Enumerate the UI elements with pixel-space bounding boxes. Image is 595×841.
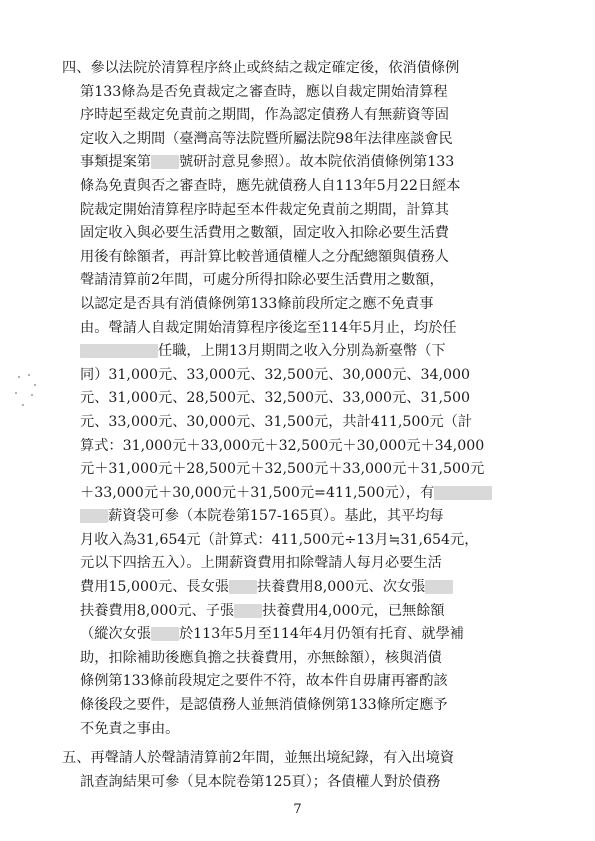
text-segment: 聲請清算前2年間，可處分所得扣除必要生活費用之數額，: [80, 272, 444, 289]
redaction-box: [80, 509, 108, 523]
text-line: [62, 576, 532, 600]
text-line: [62, 647, 532, 671]
text-line: [62, 293, 532, 317]
text-segment: 薪資袋可參（本院卷第157-165頁）。基此，其平均每: [108, 508, 444, 525]
text-segment: 助，扣除補助後應負擔之扶養費用，亦無餘額），核與消債: [80, 649, 442, 666]
text-line: [62, 482, 532, 506]
text-segment: 於113年5月至114年4月仍領有托育、就學補: [178, 626, 464, 643]
text-segment: 元、33,000元、30,000元、31,500元，共計411,500元（計: [80, 413, 473, 430]
text-segment: 序時起至裁定免責前之期間，作為認定債務人有無薪資等固: [80, 107, 449, 124]
text-line: [62, 458, 532, 482]
text-segment: 不免責之事由。: [80, 720, 180, 737]
text-segment: 條為免責與否之審查時，應先就債務人自113年5月22日經本: [80, 177, 461, 194]
text-line: [62, 199, 532, 223]
text-segment: 扶養費用4,000元，已無餘額: [262, 602, 445, 619]
text-segment: 條例第133條前段規定之要件不符，故本件自毋庸再審酌該: [80, 673, 448, 690]
redaction-box: [425, 580, 453, 594]
text-line: [62, 529, 532, 553]
text-segment: 定收入之期間（臺灣高等法院暨所屬法院98年法律座談會民: [80, 130, 453, 147]
text-segment: 固定收入與必要生活費用之數額，固定收入扣除必要生活費: [80, 225, 449, 242]
text-segment: 費用15,000元、長女張: [80, 579, 229, 596]
text-line: [62, 151, 532, 175]
text-line: [62, 411, 532, 435]
text-segment: 五、再聲請人於聲請清算前2年間，並無出境紀錄，有入出境資: [62, 750, 455, 766]
text-line: [62, 771, 532, 795]
text-segment: 同）31,000元、33,000元、32,500元、30,000元、34,000: [80, 366, 471, 383]
text-line: [62, 670, 532, 694]
text-segment: 算式：31,000元＋33,000元＋32,500元＋30,000元＋34,000: [80, 437, 485, 454]
text-segment: 條後段之要件，是認債務人並無消債條例第133條所定應予: [80, 697, 448, 714]
text-segment: 號研討意見參照）。故本院依消債條例第133: [178, 154, 455, 171]
text-line: [62, 387, 532, 411]
redaction-box: [229, 580, 257, 594]
text-segment: 訊查詢結果可參（見本院卷第125頁）；各債權人對於債務: [80, 773, 441, 790]
text-line: [62, 128, 532, 152]
redaction-box: [434, 486, 492, 500]
text-segment: 以認定是否具有消債條例第133條前段所定之應不免責事: [80, 295, 434, 312]
text-line: [62, 552, 532, 576]
text-segment: 元、31,000元、28,500元、32,500元、33,000元、31,500: [80, 390, 471, 407]
text-segment: 扶養費用8,000元、次女張: [256, 579, 426, 596]
text-line: [62, 747, 532, 771]
text-line: [62, 317, 532, 341]
paragraph-four: [62, 57, 532, 741]
text-segment: 月收入為31,654元（計算式：411,500元÷13月≒31,654元，: [80, 531, 479, 548]
text-segment: 四、參以法院於清算程序終止或終結之裁定確定後，依消債條例: [62, 60, 460, 76]
text-line: [62, 57, 532, 81]
text-line: [62, 718, 532, 742]
text-segment: 扶養費用8,000元、子張: [80, 602, 235, 619]
text-segment: ＋33,000元＋30,000元＋31,500元=411,500元），有: [80, 484, 435, 501]
text-line: [62, 623, 532, 647]
redaction-box: [151, 155, 179, 169]
text-segment: 任職，上開13月期間之收入分別為新臺幣（下: [158, 343, 446, 360]
text-line: [62, 364, 532, 388]
text-segment: 元以下四捨五入）。上開薪資費用扣除聲請人每月必要生活: [80, 555, 442, 572]
text-segment: 事類提案第: [80, 154, 151, 171]
text-line: [62, 222, 532, 246]
text-line: [62, 600, 532, 624]
redaction-box: [234, 604, 262, 618]
text-line: [62, 340, 532, 364]
text-segment: 院裁定開始清算程序時起至本件裁定免責前之期間，計算其: [80, 201, 449, 218]
redaction-box: [80, 344, 158, 358]
text-line: [62, 694, 532, 718]
redaction-box: [151, 627, 179, 641]
text-segment: 第133條為是否免責裁定之審查時，應以自裁定開始清算程: [80, 83, 448, 100]
text-line: [62, 81, 532, 105]
text-segment: 用後有餘額者，再計算比較普通債權人之分配總額與債務人: [80, 248, 449, 265]
text-segment: （縱次女張: [80, 626, 151, 643]
text-line: [62, 269, 532, 293]
paragraph-five: [62, 747, 532, 794]
text-line: [62, 505, 532, 529]
text-line: [62, 435, 532, 459]
text-line: [62, 104, 532, 128]
text-line: [62, 246, 532, 270]
text-segment: 元＋31,000元＋28,500元＋32,500元＋33,000元＋31,500元: [80, 461, 485, 478]
text-segment: 由。聲請人自裁定開始清算程序後迄至114年5月止，均於任: [80, 319, 457, 336]
text-line: [62, 175, 532, 199]
page-number: 7: [293, 802, 302, 817]
